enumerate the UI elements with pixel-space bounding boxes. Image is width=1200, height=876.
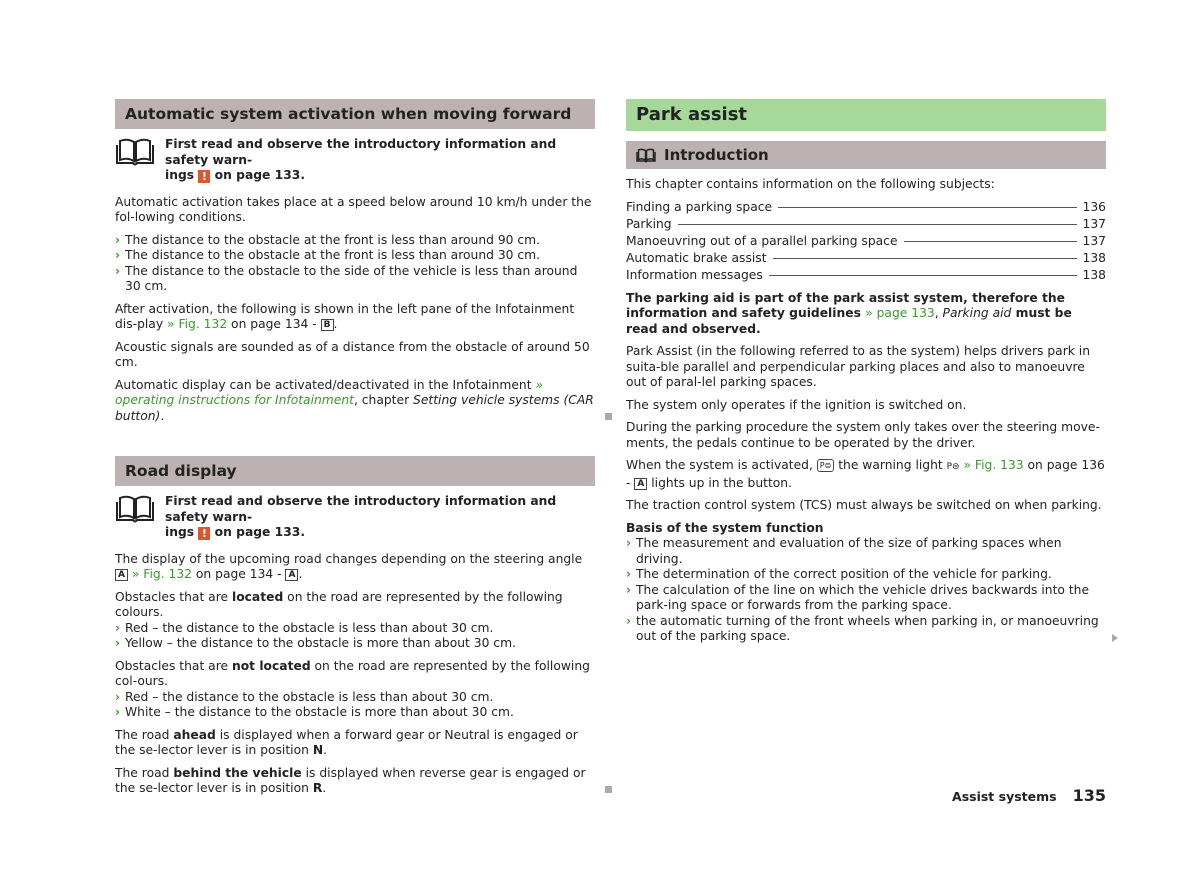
page-number: 135 bbox=[1072, 786, 1106, 805]
list-item: › The determination of the correct position of the vehicle for parking. bbox=[626, 567, 1052, 582]
end-marker-icon bbox=[605, 786, 612, 793]
chapter-title: Park assist bbox=[626, 99, 1106, 131]
condition-list bbox=[115, 233, 595, 295]
list-item: › White – the distance to the obstacle is more than about 30 cm. bbox=[115, 705, 514, 719]
paragraph: The display of the upcoming road changes depending on the steering angle A » Fig. 132 on page 134 - A . bbox=[115, 551, 583, 581]
paragraph: The road behind the vehicle is displayed when reverse gear is engaged or the se-lector lever is in position R. bbox=[115, 766, 595, 797]
book-icon bbox=[115, 494, 155, 524]
paragraph: Acoustic signals are sounded as of a distance from the obstacle of around 50 cm. bbox=[115, 339, 590, 369]
figure-link[interactable]: » Fig. 132 bbox=[167, 317, 228, 331]
list-item: › Yellow – the distance to the obstacle is more than about 30 cm. bbox=[115, 636, 516, 650]
safety-notice bbox=[115, 494, 595, 541]
manual-link[interactable]: » operating instructions for Infotainment bbox=[115, 377, 544, 407]
paragraph: The traction control system (TCS) must always be switched on when parking. bbox=[626, 498, 1102, 513]
notice-text: on page 133. bbox=[210, 168, 306, 182]
list-item: › The measurement and evaluation of the size of parking spaces when driving. bbox=[626, 536, 1062, 566]
paragraph: The parking aid is part of the park assist system, therefore the information and safety guidelines » page 133, Parking aid must be read and observed. bbox=[626, 290, 1072, 336]
list-item: › The distance to the obstacle to the side of the vehicle is less than around 30 cm. bbox=[115, 263, 578, 293]
paragraph: During the parking procedure the system only takes over the steering move-ments, the pedals continue to be operated by the driver. bbox=[626, 420, 1100, 450]
warning-icon: ! bbox=[198, 170, 210, 183]
end-marker-icon bbox=[605, 413, 612, 420]
list-item: › Red – the distance to the obstacle is less than about 30 cm. bbox=[115, 689, 494, 704]
toc-entry[interactable]: Parking 137 bbox=[626, 216, 1106, 231]
toc-entry[interactable]: Information messages 138 bbox=[626, 268, 1106, 283]
subheading: Basis of the system function bbox=[626, 520, 824, 535]
safety-notice bbox=[115, 137, 595, 184]
paragraph: Automatic display can be activated/deactivated in the Infotainment » operating instructions for Infotainment, chapter Setting vehicle systems (CAR button). bbox=[115, 378, 595, 425]
paragraph: Automatic activation takes place at a speed below around 10 km/h under the fol-lowing conditions. bbox=[115, 194, 592, 224]
paragraph: When the system is activated, P⊜ the warning light P⊜ » Fig. 133 on page 136 - A lights up in the button. bbox=[626, 458, 1105, 490]
paragraph: After activation, the following is shown in the left pane of the Infotainment dis-play » Fig. 132 on page 134 - B . bbox=[115, 301, 575, 331]
paragraph: Obstacles that are not located on the road are represented by the following col-ours. bbox=[115, 658, 590, 688]
park-assist-icon: P⊜ bbox=[946, 462, 960, 473]
paragraph: This chapter contains information on the following subjects: bbox=[626, 177, 995, 191]
section-title-auto-activation: Automatic system activation when moving forward bbox=[115, 99, 595, 129]
chapter-name: Assist systems bbox=[952, 789, 1057, 804]
figure-callout-box: B bbox=[321, 319, 334, 331]
section-title-road-display: Road display bbox=[115, 456, 595, 486]
left-column bbox=[115, 99, 595, 804]
page-footer bbox=[952, 786, 1106, 805]
notice-text: on page 133. bbox=[210, 525, 306, 539]
book-icon bbox=[636, 148, 656, 163]
right-column bbox=[626, 99, 1106, 645]
continue-arrow-icon bbox=[1112, 634, 1118, 642]
notice-text: First read and observe the introductory information and safety warn- bbox=[165, 137, 557, 167]
paragraph: The road ahead is displayed when a forward gear or Neutral is engaged or the se-lector lever is in position N. bbox=[115, 727, 578, 757]
book-icon bbox=[115, 137, 155, 167]
list-item: › The distance to the obstacle at the front is less than around 30 cm. bbox=[115, 248, 541, 262]
figure-callout-box: A bbox=[634, 478, 647, 490]
function-list bbox=[626, 536, 1106, 645]
figure-callout-box: A bbox=[115, 569, 128, 581]
paragraph: Obstacles that are located on the road are represented by the following colours. bbox=[115, 589, 563, 619]
figure-link[interactable]: » Fig. 132 bbox=[127, 567, 192, 581]
paragraph: Park Assist (in the following referred to as the system) helps drivers park in suita-ble parallel and perpendicular parking places and also to manoeuvre out of paral-lel parking spaces. bbox=[626, 344, 1090, 390]
list-item: › The distance to the obstacle at the front is less than around 90 cm. bbox=[115, 232, 541, 247]
list-item: › The calculation of the line on which the vehicle drives backwards into the park-ing space or forwards from the parking space. bbox=[626, 582, 1090, 613]
section-title-introduction bbox=[626, 141, 1106, 169]
warning-icon: ! bbox=[198, 527, 210, 540]
colour-block bbox=[115, 659, 595, 721]
list-item: › Red – the distance to the obstacle is less than about 30 cm. bbox=[115, 620, 494, 635]
notice-text: ings bbox=[165, 525, 199, 539]
colour-block bbox=[115, 590, 595, 652]
toc-entry[interactable]: Finding a parking space 136 bbox=[626, 199, 1106, 214]
toc-entry[interactable]: Manoeuvring out of a parallel parking space 137 bbox=[626, 233, 1106, 248]
notice-text: First read and observe the introductory information and safety warn- bbox=[165, 494, 557, 524]
toc-entry[interactable]: Automatic brake assist 138 bbox=[626, 251, 1106, 266]
section-title-text: Introduction bbox=[664, 146, 769, 164]
notice-text: ings bbox=[165, 168, 199, 182]
park-assist-icon: P⊜ bbox=[817, 459, 835, 472]
list-item: › the automatic turning of the front wheels when parking in, or manoeuvring out of the parking space. bbox=[626, 614, 1106, 645]
figure-callout-box: A bbox=[285, 569, 298, 581]
page-link[interactable]: » page 133 bbox=[865, 306, 935, 321]
paragraph: The system only operates if the ignition is switched on. bbox=[626, 397, 967, 412]
figure-link[interactable]: » Fig. 133 bbox=[959, 458, 1024, 473]
table-of-contents bbox=[626, 199, 1106, 285]
